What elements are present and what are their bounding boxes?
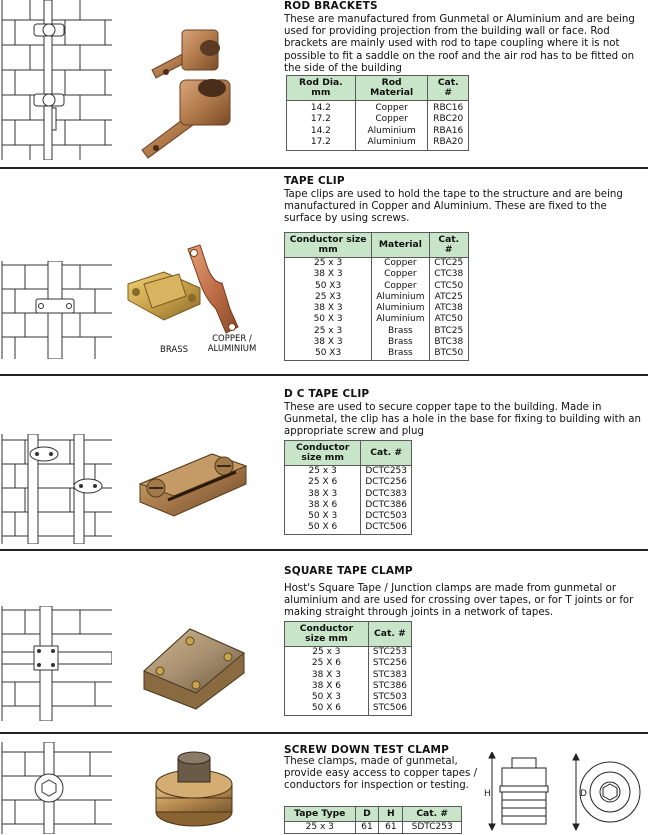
table-cell: Aluminium	[372, 314, 429, 325]
table-cell: DCTC506	[361, 522, 412, 534]
table-cell: 61	[379, 822, 403, 834]
table-cell: 25 x 3	[285, 647, 369, 659]
table-cell: CTC25	[429, 258, 468, 270]
column-header: Cat. #	[428, 76, 469, 101]
table-cell: DCTC503	[361, 511, 412, 522]
table-row	[285, 703, 412, 715]
table-cell: 38 X 6	[285, 681, 369, 692]
table-cell: 38 X 3	[285, 269, 372, 280]
table-cell: 25 x 3	[285, 466, 361, 478]
table-row	[285, 489, 412, 500]
table-row	[285, 337, 469, 348]
table-cell: ATC25	[429, 292, 468, 303]
column-header: Rod Material	[355, 76, 428, 101]
table-row	[285, 692, 412, 703]
table-cell: 25 x 3	[285, 326, 372, 337]
table-row	[287, 126, 469, 137]
table-cell: STC386	[368, 681, 411, 692]
table-row	[285, 326, 469, 337]
column-header: Cat. #	[429, 233, 468, 258]
square-tape-clamp-product-image	[140, 623, 250, 713]
table-cell: 50 X3	[285, 348, 372, 360]
table-row	[287, 137, 469, 151]
section-description: Host's Square Tape / Junction clamps are made from gunmetal or aluminium and are used for crossing over tapes, or for T joints or for making straight through joints in a network of tapes.	[284, 583, 634, 619]
table-row	[285, 281, 469, 292]
copper-aluminium-caption: COPPER / ALUMINIUM	[207, 334, 257, 354]
table-row	[285, 511, 412, 522]
table-cell: ATC38	[429, 303, 468, 314]
table-cell: Aluminium	[372, 303, 429, 314]
section-description: These are used to secure copper tape to the building. Made in Gunmetal, the clip has a hole in the base for fixing to building with an appropriate screw and plug	[284, 402, 641, 438]
section-title: ROD BRACKETS	[284, 0, 378, 12]
table-cell: RBA20	[428, 137, 469, 151]
table-cell: 61	[355, 822, 379, 834]
column-header: Conductor size mm	[285, 233, 372, 258]
table-row	[287, 101, 469, 115]
column-header: Conductor size mm	[285, 441, 361, 466]
table-cell: 38 X 3	[285, 670, 369, 681]
section-description: Tape clips are used to hold the tape to the structure and are being manufactured in Copper and Aluminium. These are fixed to the surface by using screws.	[284, 189, 623, 225]
dc-tape-clip-text	[284, 388, 646, 439]
table-cell: DCTC253	[361, 466, 412, 478]
column-header: D	[355, 807, 379, 822]
tape-clip-table	[284, 232, 469, 361]
table-cell: RBA16	[428, 126, 469, 137]
section-title: SQUARE TAPE CLAMP	[284, 565, 413, 577]
column-header: Material	[372, 233, 429, 258]
brass-caption: BRASS	[160, 345, 188, 355]
table-cell: Aluminium	[372, 292, 429, 303]
tape-clip-wall-illustration	[0, 261, 112, 359]
section-description: These clamps, made of gunmetal, provide easy access to copper tapes / conductors for inspection or testing.	[284, 756, 478, 792]
rod-brackets-table	[286, 75, 469, 151]
table-cell: Copper	[355, 101, 428, 115]
tape-clip-text	[284, 175, 646, 226]
square-tape-clamp-table	[284, 621, 412, 716]
square-tape-clamp-section	[0, 551, 650, 732]
column-header: Tape Type	[285, 807, 356, 822]
dc-tape-clip-product-image	[132, 444, 252, 524]
table-cell: 14.2	[287, 101, 356, 115]
table-cell: Aluminium	[355, 137, 428, 151]
table-cell: 25 X3	[285, 292, 372, 303]
square-tape-clamp-wall-illustration	[0, 606, 112, 721]
table-cell: STC503	[368, 692, 411, 703]
table-cell: 50 X3	[285, 281, 372, 292]
table-cell: 50 X 6	[285, 522, 361, 534]
column-header: Cat. #	[361, 441, 412, 466]
column-header: Rod Dia. mm	[287, 76, 356, 101]
table-row	[285, 303, 469, 314]
section-title: D C TAPE CLIP	[284, 388, 370, 400]
dimension-label-h: H	[484, 789, 491, 799]
table-cell: Aluminium	[355, 126, 428, 137]
table-cell: 25 x 3	[285, 822, 356, 834]
table-cell: BTC38	[429, 337, 468, 348]
table-row	[285, 658, 412, 669]
table-row	[285, 292, 469, 303]
table-cell: ATC50	[429, 314, 468, 325]
test-clamp-product-image	[148, 740, 240, 832]
table-cell: 50 X 6	[285, 703, 369, 715]
table-row	[285, 258, 469, 270]
dc-tape-clip-section	[0, 376, 650, 549]
rod-brackets-section	[0, 0, 650, 167]
table-cell: BTC25	[429, 326, 468, 337]
column-header: Cat. #	[403, 807, 462, 822]
table-cell: DCTC386	[361, 500, 412, 511]
table-cell: 38 X 3	[285, 337, 372, 348]
table-row	[285, 522, 412, 534]
table-cell: Brass	[372, 348, 429, 360]
dc-tape-clip-table	[284, 440, 412, 535]
tape-clip-section	[0, 169, 650, 374]
section-title: TAPE CLIP	[284, 175, 345, 187]
table-cell: 38 X 6	[285, 500, 361, 511]
table-cell: 17.2	[287, 114, 356, 125]
table-cell: 50 X 3	[285, 692, 369, 703]
table-cell: 14.2	[287, 126, 356, 137]
table-cell: SDTC253	[403, 822, 462, 834]
square-tape-clamp-text	[284, 565, 646, 620]
rod-brackets-text	[284, 0, 646, 75]
table-cell: DCTC383	[361, 489, 412, 500]
table-cell: BTC50	[429, 348, 468, 360]
table-row	[285, 500, 412, 511]
table-cell: RBC20	[428, 114, 469, 125]
table-cell: 17.2	[287, 137, 356, 151]
table-row	[285, 647, 412, 659]
table-row	[285, 269, 469, 280]
test-clamp-table	[284, 806, 462, 834]
section-title: SCREW DOWN TEST CLAMP	[284, 744, 450, 756]
table-cell: Copper	[372, 281, 429, 292]
section-description: These are manufactured from Gunmetal or Aluminium and are being used for providing projection from the building wall or face. Rod brackets are mainly used with rod to tape coupling where it is not possible to fit a saddle on the roof and the air rod has to be fitted on the side of the building	[284, 14, 635, 74]
test-clamp-wall-illustration	[0, 742, 112, 834]
table-row	[285, 681, 412, 692]
table-cell: Brass	[372, 337, 429, 348]
table-cell: Brass	[372, 326, 429, 337]
test-clamp-dimension-drawing	[484, 752, 644, 832]
table-cell: DCTC256	[361, 477, 412, 488]
table-row	[285, 348, 469, 360]
table-cell: 25 X 6	[285, 658, 369, 669]
rod-bracket-product-image	[132, 10, 272, 160]
dimension-label-d: D	[580, 789, 587, 799]
table-cell: STC256	[368, 658, 411, 669]
table-cell: STC383	[368, 670, 411, 681]
column-header: H	[379, 807, 403, 822]
table-cell: Copper	[372, 258, 429, 270]
table-cell: Copper	[355, 114, 428, 125]
table-cell: 38 X 3	[285, 489, 361, 500]
table-row	[285, 670, 412, 681]
column-header: Conductor size mm	[285, 622, 369, 647]
table-cell: Copper	[372, 269, 429, 280]
table-cell: 38 X 3	[285, 303, 372, 314]
table-row	[285, 822, 462, 834]
table-row	[285, 314, 469, 325]
table-row	[285, 477, 412, 488]
table-cell: STC506	[368, 703, 411, 715]
table-row	[287, 114, 469, 125]
table-cell: 25 x 3	[285, 258, 372, 270]
table-cell: RBC16	[428, 101, 469, 115]
dc-tape-clip-wall-illustration	[0, 434, 112, 544]
table-cell: CTC38	[429, 269, 468, 280]
column-header: Cat. #	[368, 622, 411, 647]
table-cell: 25 X 6	[285, 477, 361, 488]
table-cell: 50 X 3	[285, 314, 372, 325]
table-cell: CTC50	[429, 281, 468, 292]
table-row	[285, 466, 412, 478]
rod-bracket-wall-illustration	[0, 0, 112, 160]
table-cell: STC253	[368, 647, 411, 659]
table-cell: 50 X 3	[285, 511, 361, 522]
copper-tape-clip-image	[178, 239, 248, 339]
screw-down-test-clamp-section	[0, 734, 650, 835]
